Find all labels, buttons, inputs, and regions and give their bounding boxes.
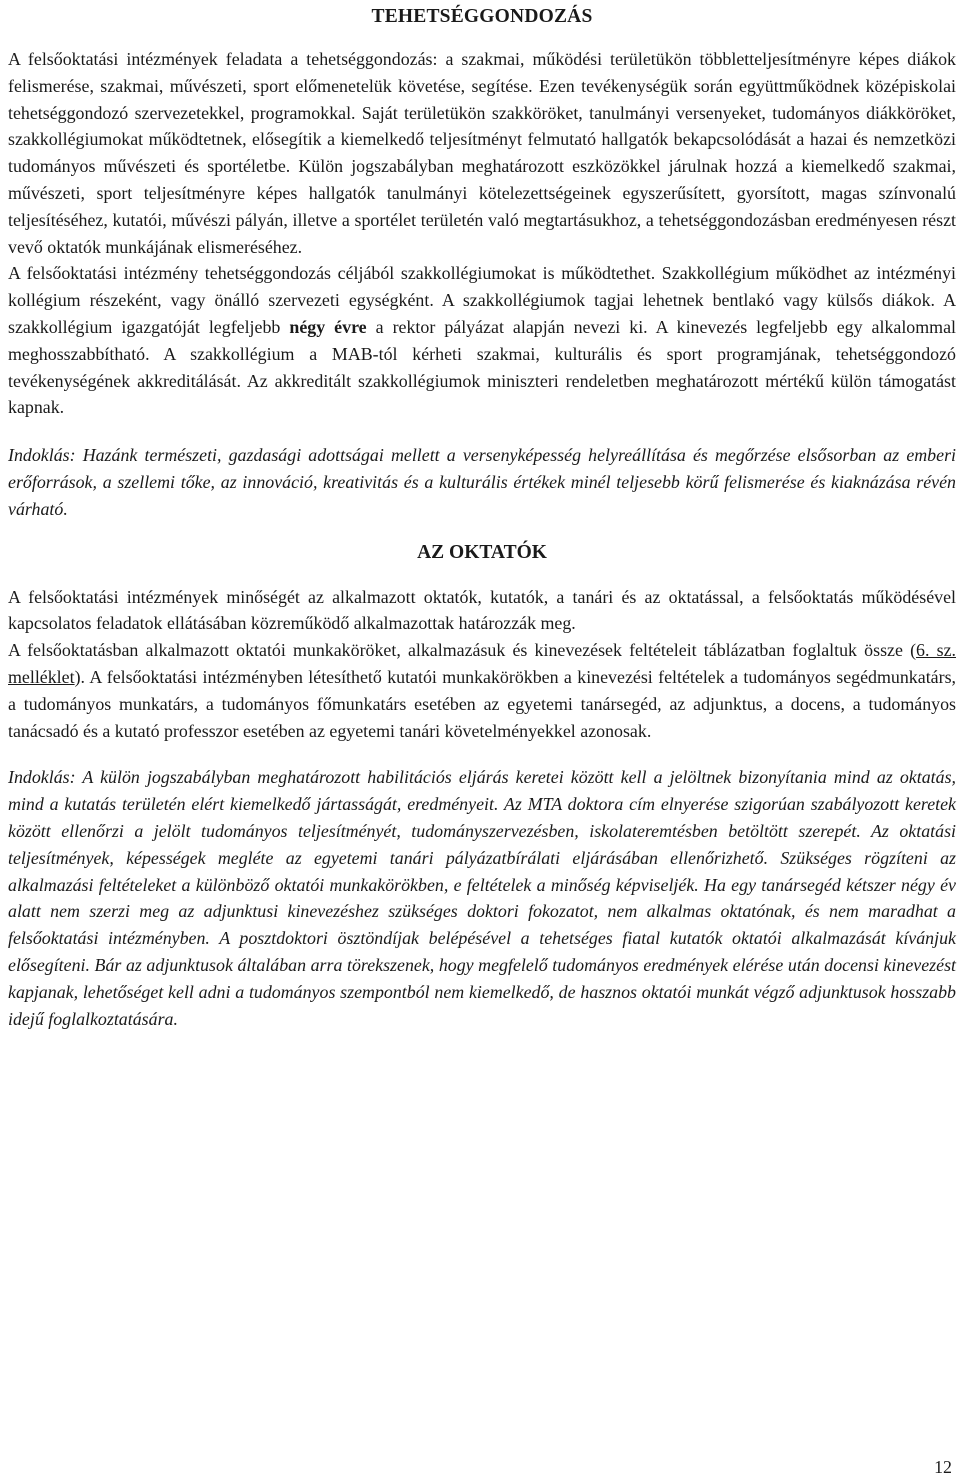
paragraph-szakkollegium-text-1: A felsőoktatási intézmény tehetséggondozás céljából szakkollégiumokat is működtethet. Szakkollégium működhet az intézményi kollégium részeként, vagy önálló szervezeti egységként. A szakkollégiumok tagjai lehetnek bentlakó vagy külsős diákok. A szakkollégium igazgatóját legfeljebb <box>8 263 956 337</box>
paragraph-szakkollegium-bold: négy évre <box>289 316 367 337</box>
paragraph-tehetseggondozas: A felsőoktatási intézmények feladata a tehetséggondozás: a szakmai, működési területükön többletteljesítményre képes diákok felismerése, szakmai, művészeti, sport előmenetelük követése, segítése. Ezen tevékenységük során együttműködnek középiskolai tehetséggondozó szervezetekkel, programokkal. Saját területükön szakköröket, tanulmányi versenyeket, tudományos diákköröket, szakkollégiumokat működtetnek, elősegítik a kiemelkedő teljesítményt felmutató hallgatók bekapcsolódását a hazai és nemzetközi tudományos művészeti és sportéletbe. Külön jogszabályban meghatározott eszközökkel járulnak hozzá a kiemelkedő szakmai, művészeti, sport teljesítményre képes hallgatók tanulmányi kötelezettségeinek egyszerűsített, gyorsított, magas színvonalú teljesítéséhez, kutatói, művészi pályán, illetve a sportélet területén való megtartásukhoz, a tehetséggondozásban eredményesen részt vevő oktatók munkájának elismeréséhez. <box>8 49 956 257</box>
paragraph-munkakorok-text-2: ). A felsőoktatási intézményben létesíthető kutatói munkakörökben a kinevezési feltételek a tudományos segédmunkatárs, a tudományos munkatárs, a tudományos főmunkatárs esetében az egyetemi tanársegéd, az adjunktus, a docens, a tudományos tanácsadó és a kutató professzor esetében az egyetemi tanári követelményekkel azonosak. <box>8 666 956 741</box>
section-title-oktatok: AZ OKTATÓK <box>417 541 547 563</box>
paragraph-munkakorok-text-1: A felsőoktatásban alkalmazott oktatói munkaköröket, alkalmazásuk és kinevezések feltételeit táblázatban foglaltuk össze ( <box>8 640 917 661</box>
justification-paragraph-2: Indoklás: A külön jogszabályban meghatározott habilitációs eljárás keretei között kell a jelöltnek bizonyítania mind az oktatás, mind a kutatás területén elért kiemelkedő jártasságát, eredményeit. Az MTA doktora cím elnyerése szigorúan szabályozott keretek között ellenőrzi a jelölt tudományos teljesítményét, tudományszervezésben, iskolateremtésben betöltött szerepét. Az oktatási teljesítmények, képességek megléte az egyetemi tanári pályázatbírálati eljárásában ellenőrizhető. Szükséges rögzíteni az alkalmazási feltételeket a különböző oktatói munkakörökben, e feltételek a minőség képviseljék. Ha egy tanársegéd kétszer négy év alatt nem szerzi meg az adjunktusi kinevezéshez szükséges doktori fokozatot, nem alkalmas oktatónak, és nem maradhat a felsőoktatási intézményben. A posztdoktori ösztöndíjak belépésével a tehetséges fiatal kutatók oktatói alkalmazását kívánjuk elősegíteni. Bár az adjunktusok általában arra törekszenek, hogy megfelelő tudományos eredmények elérése után docensi kinevezést kapjanak, lehetőséget kell adni a tudományos szempontból nem kiemelkedő, de hasznos oktatói munkát végző adjunktusok hosszabb idejű foglalkoztatására. <box>8 767 956 1029</box>
paragraph-szakkollegium <box>8 260 956 421</box>
section-title-tehetseggondozas: TEHETSÉGGONDOZÁS <box>371 6 593 27</box>
paragraph-oktatoi-munkakorok <box>8 637 956 744</box>
page-number: 12 <box>934 1457 952 1477</box>
justification-paragraph-1: Indoklás: Hazánk természeti, gazdasági adottságai mellett a versenyképesség helyreállítása és megőrzése elsősorban az emberi erőforrások, a szellemi tőke, az innováció, kreativitás és a kulturális értékek minél teljesebb körű felismerése és kiaknázása révén várható. <box>8 445 956 519</box>
document-page <box>8 0 956 1032</box>
paragraph-szakkollegium-text-2: a rektor pályázat alapján nevezi ki. A kinevezés legfeljebb egy alkalommal meghosszabbítható. A szakkollégium a MAB-tól kérheti szakmai, kulturális és sport programjának, tehetséggondozó tevékenységének akkreditálását. Az akkreditált szakkollégiumok miniszteri rendeletben meghatározott mértékű külön támogatást kapnak. <box>8 316 956 418</box>
paragraph-oktatok-minoseg: A felsőoktatási intézmények minőségét az alkalmazott oktatók, kutatók, a tanári és az oktatással, a felsőoktatás működésével kapcsolatos feladatok ellátásában közreműködő alkalmazottak határozzák meg. <box>8 586 956 634</box>
annex-reference-link[interactable]: 6. sz. melléklet <box>8 640 956 687</box>
